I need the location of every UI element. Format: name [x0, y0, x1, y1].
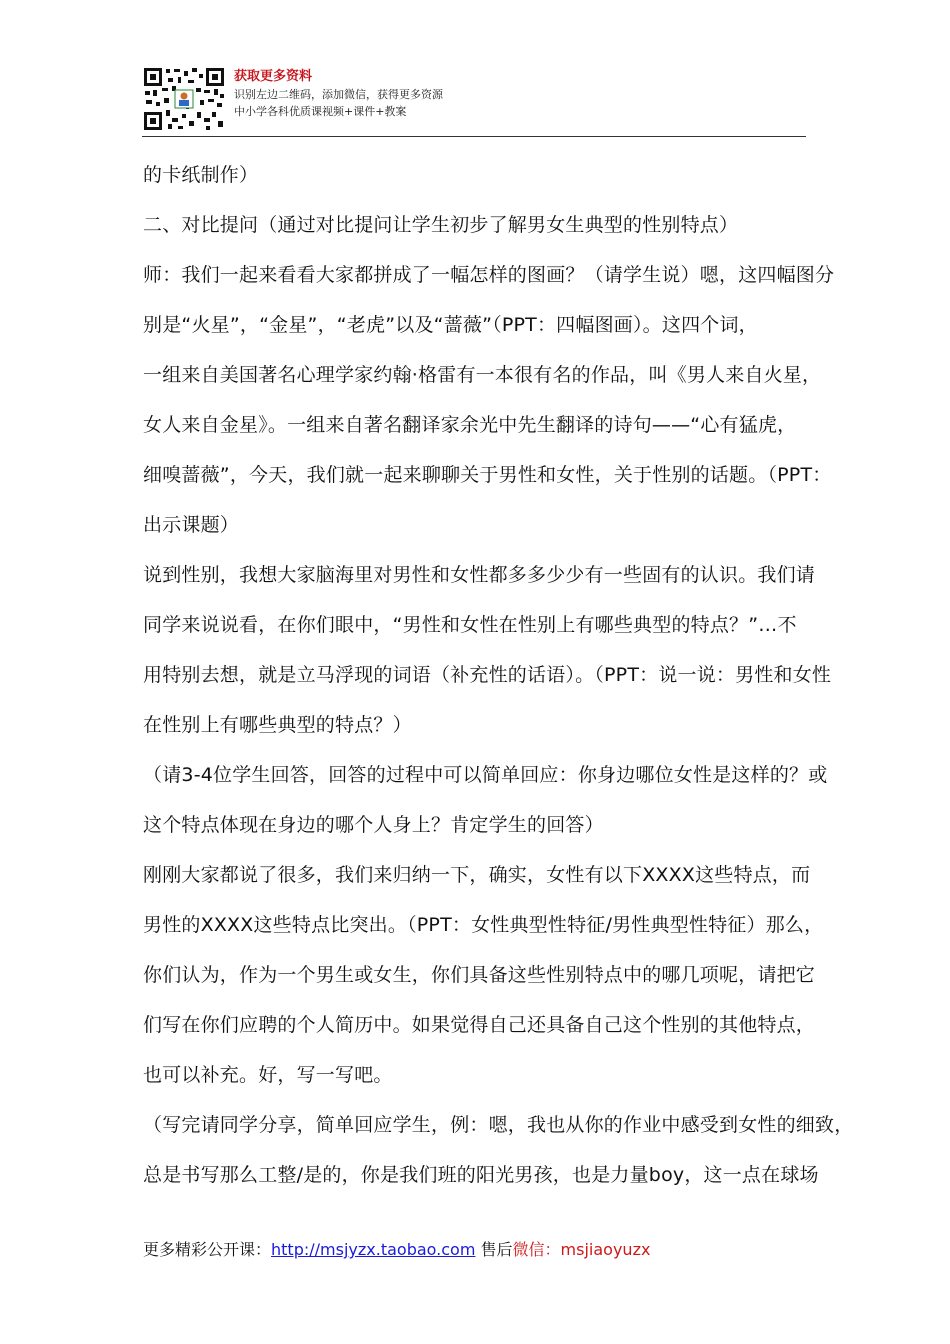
qr-code-icon [142, 66, 226, 132]
footer-shop-link[interactable]: http://msjyzx.taobao.com [271, 1240, 476, 1259]
header-line-1: 识别左边二维码，添加微信，获得更多资源 [234, 88, 443, 101]
body-line: 细嗅蔷薇”，今天，我们就一起来聊聊关于男性和女性，关于性别的话题。（PPT： [143, 464, 832, 486]
header-title: 获取更多资料 [234, 69, 313, 84]
body-line: 的卡纸制作） [143, 164, 259, 186]
body-line: 用特别去想，就是立马浮现的词语（补充性的话语）。（PPT：说一说：男性和女性 [143, 664, 832, 686]
body-line: 们写在你们应聘的个人简历中。如果觉得自己还具备自己这个性别的其他特点， [143, 1014, 816, 1036]
body-line: 刚刚大家都说了很多，我们来归纳一下，确实，女性有以下XXXX这些特点，而 [143, 864, 811, 886]
body-line: （写完请同学分享，简单回应学生，例：嗯，我也从你的作业中感受到女性的细致， [143, 1114, 854, 1136]
page-header [142, 64, 806, 137]
header-text [234, 68, 443, 120]
body-line: （请3-4位学生回答，回答的过程中可以简单回应：你身边哪位女性是这样的？或 [143, 764, 828, 786]
body-line: 在性别上有哪些典型的特点？） [143, 714, 412, 736]
footer-prefix: 更多精彩公开课： [143, 1240, 272, 1259]
footer-wechat-id: msjiaoyuzx [560, 1240, 651, 1259]
body-line: 别是“火星”，“金星”，“老虎”以及“蔷薇”（PPT：四幅图画）。这四个词， [143, 314, 758, 336]
body-line: 说到性别，我想大家脑海里对男性和女性都多多少少有一些固有的认识。我们请 [143, 564, 816, 586]
body-line: 同学来说说看，在你们眼中，“男性和女性在性别上有哪些典型的特点？”…不 [143, 614, 797, 636]
footer-wechat-label: 微信： [512, 1240, 561, 1259]
body-line: 师：我们一起来看看大家都拼成了一幅怎样的图画？（请学生说）嗯，这四幅图分 [143, 264, 835, 286]
document-body [143, 150, 854, 1200]
body-line: 一组来自美国著名心理学家约翰·格雷有一本很有名的作品，叫《男人来自火星， [143, 364, 822, 386]
body-line: 也可以补充。好，写一写吧。 [143, 1064, 393, 1086]
body-line: 男性的XXXX这些特点比突出。（PPT：女性典型性特征/男性典型性特征）那么， [143, 914, 824, 936]
page-footer [143, 1238, 650, 1262]
footer-after-sales: 售后 [480, 1240, 513, 1259]
header-line-2: 中小学各科优质课视频+课件+教案 [234, 105, 407, 118]
body-line: 总是书写那么工整/是的，你是我们班的阳光男孩，也是力量boy，这一点在球场 [143, 1164, 819, 1186]
body-line: 女人来自金星》。一组来自著名翻译家余光中先生翻译的诗句——“心有猛虎， [143, 414, 797, 436]
body-line: 你们认为，作为一个男生或女生，你们具备这些性别特点中的哪几项呢，请把它 [143, 964, 816, 986]
body-line: 这个特点体现在身边的哪个人身上？肯定学生的回答） [143, 814, 604, 836]
body-line: 出示课题） [143, 514, 240, 536]
section-heading: 二、对比提问（通过对比提问让学生初步了解男女生典型的性别特点） [143, 214, 739, 236]
